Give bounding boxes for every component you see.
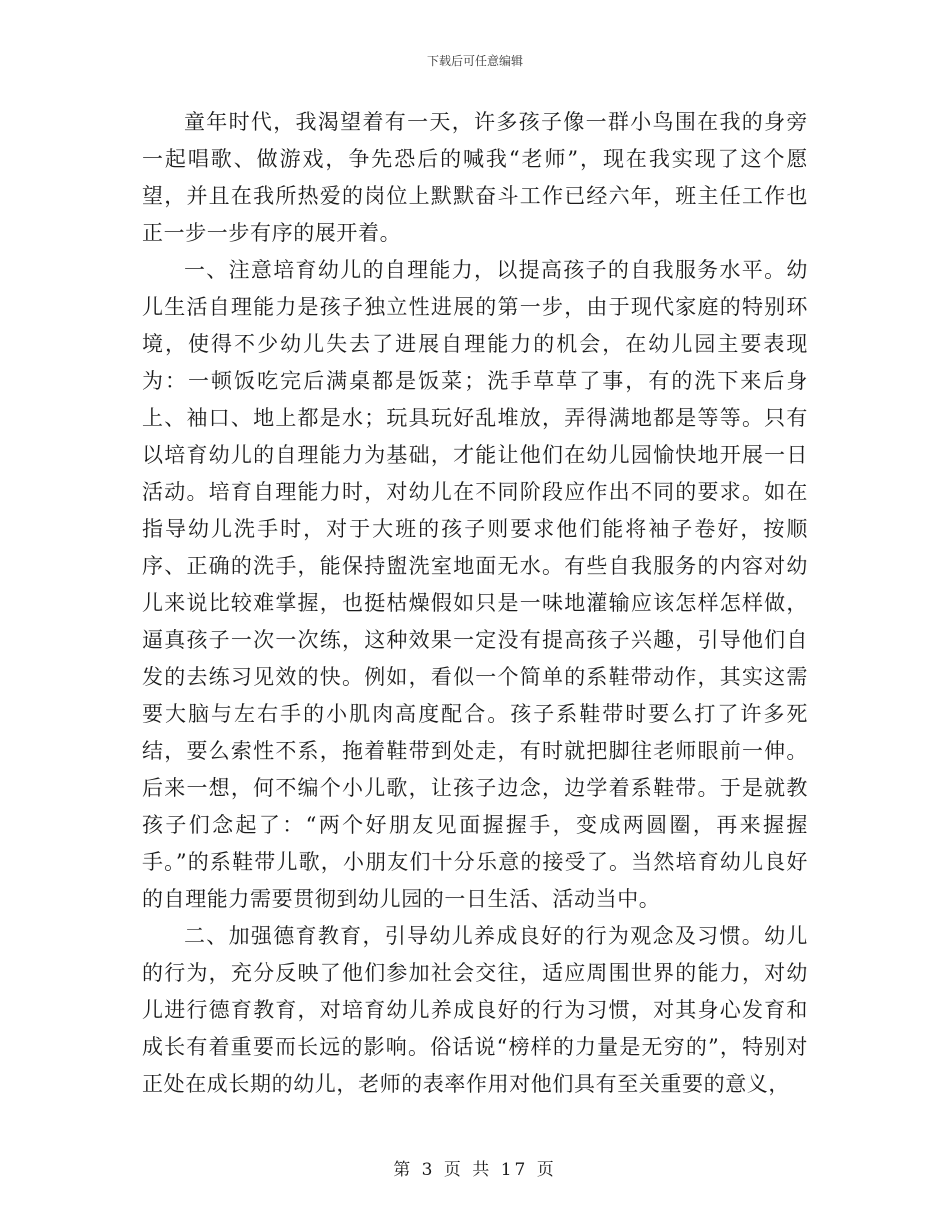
page-header: 下载后可任意编辑 <box>426 54 523 68</box>
paragraph-moral-education: 二、加强德育教育，引导幼儿养成良好的行为观念及习惯。幼儿的行为，充分反映了他们参加社会交往，适应周围世界的能力，对幼儿进行德育教育，对培育幼儿养成良好的行为习惯，对其身心发育和成长有着重要而长远的影响。俗话说“榜样的力量是无穷的”，特别对正处在成长期的幼儿，老师的表率作用对他们具有至关重要的意义， <box>142 924 808 1096</box>
paragraph-intro: 童年时代，我渴望着有一天，许多孩子像一群小鸟围在我的身旁一起唱歌、做游戏，争先恐后的喊我“老师”，现在我实现了这个愿望，并且在我所热爱的岗位上默默奋斗工作已经六年，班主任工作也正一步一步有序的展开着。 <box>142 110 808 245</box>
document-body <box>142 104 808 1103</box>
page-footer: 第 3 页 共 17 页 <box>393 1160 557 1180</box>
paragraph-self-care: 一、注意培育幼儿的自理能力，以提高孩子的自我服务水平。幼儿生活自理能力是孩子独立性进展的第一步，由于现代家庭的特别环境，使得不少幼儿失去了进展自理能力的机会，在幼儿园主要表现为：一顿饭吃完后满桌都是饭菜；洗手草草了事，有的洗下来后身上、袖口、地上都是水；玩具玩好乱堆放，弄得满地都是等等。只有以培育幼儿的自理能力为基础，才能让他们在幼儿园愉快地开展一日活动。培育自理能力时，对幼儿在不同阶段应作出不同的要求。如在指导幼儿洗手时，对于大班的孩子则要求他们能将袖子卷好，按顺序、正确的洗手，能保持盥洗室地面无水。有些自我服务的内容对幼儿来说比较难掌握，也挺枯燥假如只是一味地灌输应该怎样怎样做，逼真孩子一次一次练，这种效果一定没有提高孩子兴趣，引导他们自发的去练习见效的快。例如，看似一个简单的系鞋带动作，其实这需要大脑与左右手的小肌肉高度配合。孩子系鞋带时要么打了许多死结，要么索性不系，拖着鞋带到处走，有时就把脚往老师眼前一伸。后来一想，何不编个小儿歌，让孩子边念，边学着系鞋带。于是就教孩子们念起了：“两个好朋友见面握握手，变成两圆圈，再来握握手。”的系鞋带儿歌，小朋友们十分乐意的接受了。当然培育幼儿良好的自理能力需要贯彻到幼儿园的一日生活、活动当中。 <box>142 258 808 911</box>
